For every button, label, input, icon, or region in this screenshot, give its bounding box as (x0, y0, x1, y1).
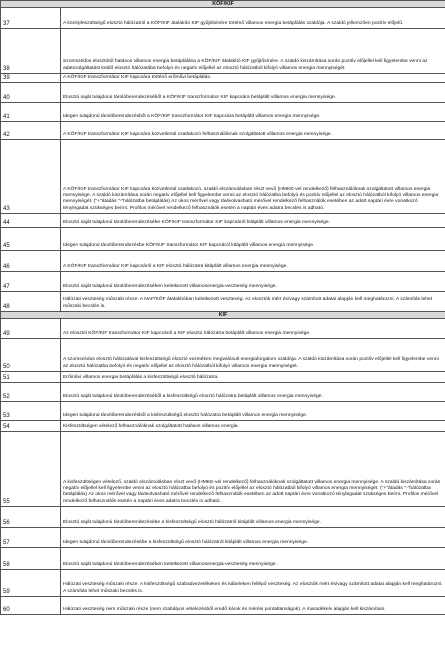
row-description: Idegen tulajdonú tárolóberendezésből a KÖF/KIF transzformátor KIF kapcsára betáplált villamos energia mennyisége. (61, 103, 445, 122)
section-header-kof-kif (1, 1, 445, 8)
table-row (1, 140, 445, 214)
row-description: Elosztó saját tulajdonú tárolóberendezéséből a KÖF/KIF transzformátor KIF kapcsára betáplált villamos energia mennyisége. (61, 83, 445, 103)
row-number: 48 (1, 292, 61, 312)
row-description: A KÖF/KIF transzformátor KIF kapcsára történő erőművi betáplálás. (61, 74, 445, 83)
row-number: 53 (1, 402, 61, 421)
row-number: 49 (1, 319, 61, 339)
row-number: 50 (1, 339, 61, 372)
row-description: Idegen tulajdonú tárolóberendezésből a kisfeszültségű elosztó hálózatra betáplált villamos energia mennyisége. (61, 402, 445, 421)
table-row (1, 372, 445, 383)
table-row (1, 228, 445, 251)
table-row (1, 29, 445, 74)
row-description: Elosztó saját tulajdonú tárolóberendezésébe KÖF/KIF transzformátor KIF kapcsáról kitáplált villamos energia mennyisége. (61, 214, 445, 228)
table-row (1, 272, 445, 292)
row-number: 43 (1, 140, 61, 214)
row-description: Hálózati veszteség műszaki része. A kisfeszültségű szabadvezetékeken és kábeleken fellépő veszteség. Az elosztók mért és/vagy számított adatai alapján kell meghatározni. A számítás lehet műszaki becslés is. (61, 570, 445, 597)
row-number: 46 (1, 251, 61, 272)
row-number: 44 (1, 214, 61, 228)
row-description: Az elosztói KÖF/KIF transzformátor KIF kapcsáról a KIF elosztó hálózatra betáplált villamos energia mennyisége. (61, 319, 445, 339)
table-row (1, 507, 445, 528)
row-description: Elosztó saját tulajdonú tárolóberendezésében keletkezett villamosenergia-veszteség mennyisége. (61, 548, 445, 570)
table-row (1, 570, 445, 597)
table-row (1, 319, 445, 339)
table-row (1, 103, 445, 122)
row-description: A KÖF/KIF transzformátor KIF kapcsáról a KIF elosztó hálózatra kitáplált villamos energia mennyisége. (61, 251, 445, 272)
row-description: Hálózati veszteség nem műszaki része (nem szabályos vételezésből eredő károk és mérési pontatlanságok). A maradékelv alapján kell kiszámítani. (61, 597, 445, 615)
table-row (1, 251, 445, 272)
table-row (1, 421, 445, 432)
row-number: 47 (1, 272, 61, 292)
table-row (1, 432, 445, 507)
table-row (1, 548, 445, 570)
table-row (1, 74, 445, 83)
row-number: 57 (1, 528, 61, 548)
row-number: 37 (1, 8, 61, 29)
row-description: Idegen tulajdonú tárolóberendezésbe KÖF/KIF transzformátor KIF kapcsáról kitáplált villamos energia mennyisége. (61, 228, 445, 251)
row-description: A KÖF/KIF transzformátor KIF kapcsára közvetlenül csatlakozó, szaldó elszámolásban részt vevő (HMKE-vel rendelkező) felhasználóknak szolgáltatott villamos energia mennyisége. A szaldó kiszámítása során negatív előjellel kell figyelembe venni az elosztó hálózatba befolyó és pozitív előjellel az elosztó hálózatból kifolyó villamos energia mennyiségét. ("+"átadás "-"hálózatba betáplálás) Az okos mérővel vagy távleolvasható mérővel rendelkező felhasználók esetében az adott naptári évre vonatkozó ténylegadat szükséges beírni. Profilos mérővel rendelkező felhasználók esetén a naptári éves adatra becslés is adható. (61, 140, 445, 214)
row-number: 41 (1, 103, 61, 122)
table-row (1, 528, 445, 548)
row-number: 54 (1, 421, 61, 432)
row-number: 60 (1, 597, 61, 615)
row-description: Elosztó saját tulajdonú tárolóberendezésébe a kisfeszültségű elosztó hálózatról kitáplált villamos energia mennyisége. (61, 507, 445, 528)
table-row (1, 402, 445, 421)
row-number: 45 (1, 228, 61, 251)
row-number: 52 (1, 383, 61, 402)
row-number: 51 (1, 372, 61, 383)
row-description: Hálózati veszteség műszaki része. A NAF/KÖF átalakítóban keletkezett veszteség. Az elosztók mért és/vagy számított adatai alapján kell meghatározni. A számítás lehet műszaki becslés is. (61, 292, 445, 312)
row-number: 39 (1, 74, 61, 83)
row-number: 40 (1, 83, 61, 103)
table-row (1, 83, 445, 103)
row-number: 59 (1, 570, 61, 597)
row-description: A KÖF/KIF transzformátor KIF kapcsára közvetlenül csatlakozó felhasználóknak szolgáltatott villamos energia mennyisége. (61, 122, 445, 140)
row-description: A kisfeszültségen vételező, szaldó elszámolásban részt vevő (HMKE-vel rendelkező) felhasználóknak szolgáltatott villamos energia mennyisége. A szaldó kiszámítása során negatív előjellel kell figyelembe venni az elosztó hálózatba befolyó és pozitív előjellel az elosztó hálózatból kifolyó villamos energia mennyiségét. ("+"átadás "-"hálózatba betáplálás) Az okos mérővel vagy távleolvasható mérővel rendelkező felhasználók esetében az adott naptári évre vonatkozó ténylegadat szükséges beírni. Profilos mérővel rendelkező felhasználók esetén a naptári éves adatra becslés is adható. (61, 432, 445, 507)
row-description: Erőművi villamos energia betáplálás a kisfeszültségű elosztó hálózatra. (61, 372, 445, 383)
table-row (1, 122, 445, 140)
row-number: 58 (1, 548, 61, 570)
row-description: Kisfeszültségen vételező felhasználóknak szolgáltatott hatásos villamos energia. (61, 421, 445, 432)
row-number: 56 (1, 507, 61, 528)
section-title: KIF (1, 312, 445, 319)
table-row (1, 383, 445, 402)
table-row (1, 339, 445, 372)
row-description: A szomszédos elosztó hálózatával kisfeszültségű elosztó vezetéken megvalósult energiaforgalom szaldója. A szaldó kiszámítása során pozitív előjellel kell figyelembe venni az elosztó hálózatba befolyó és negatív előjellel az elosztó hálózatból kifolyó villamos energia mennyiségét. (61, 339, 445, 372)
table-row (1, 8, 445, 29)
row-number: 42 (1, 122, 61, 140)
section-header-kif (1, 312, 445, 319)
row-description: A középfeszültségű elosztó hálózatról a KÖF/KIF átalakító KIF gyűjtősínére történő villamos energia betáplálás szaldója. A szaldó jellemzően pozitív előjelű. (61, 8, 445, 29)
row-number: 55 (1, 432, 61, 507)
table-row (1, 597, 445, 615)
row-description: Szomszédos elosztótól hatásos villamos energia betáplálása a KÖF/KIF átalakító KIF gyűjtősínére. A szaldó kiszámítása során pozitív előjellel kell figyelembe venni az adatszolgáltatást küldő elosztó hálózatába befolyó és negatív előjellel az elosztó hálózatból kifolyó villamos energia mennyiségét. (61, 29, 445, 74)
section-title: KÖF/KIF (1, 1, 445, 8)
row-description: Idegen tulajdonú tárolóberendezésébe a kisfeszültségű elosztó hálózatról kitáplált villamos energia mennyisége. (61, 528, 445, 548)
row-number: 38 (1, 29, 61, 74)
table-row (1, 292, 445, 312)
row-description: Elosztó saját tulajdonú tárolóberendezéséből a kisfeszültségű elosztó hálózatra betáplált villamos energia mennyisége. (61, 383, 445, 402)
row-description: Elosztó saját tulajdonú tárolóberendezésében keletkezett villamosenergia-veszteség mennyisége. (61, 272, 445, 292)
table-row (1, 214, 445, 228)
